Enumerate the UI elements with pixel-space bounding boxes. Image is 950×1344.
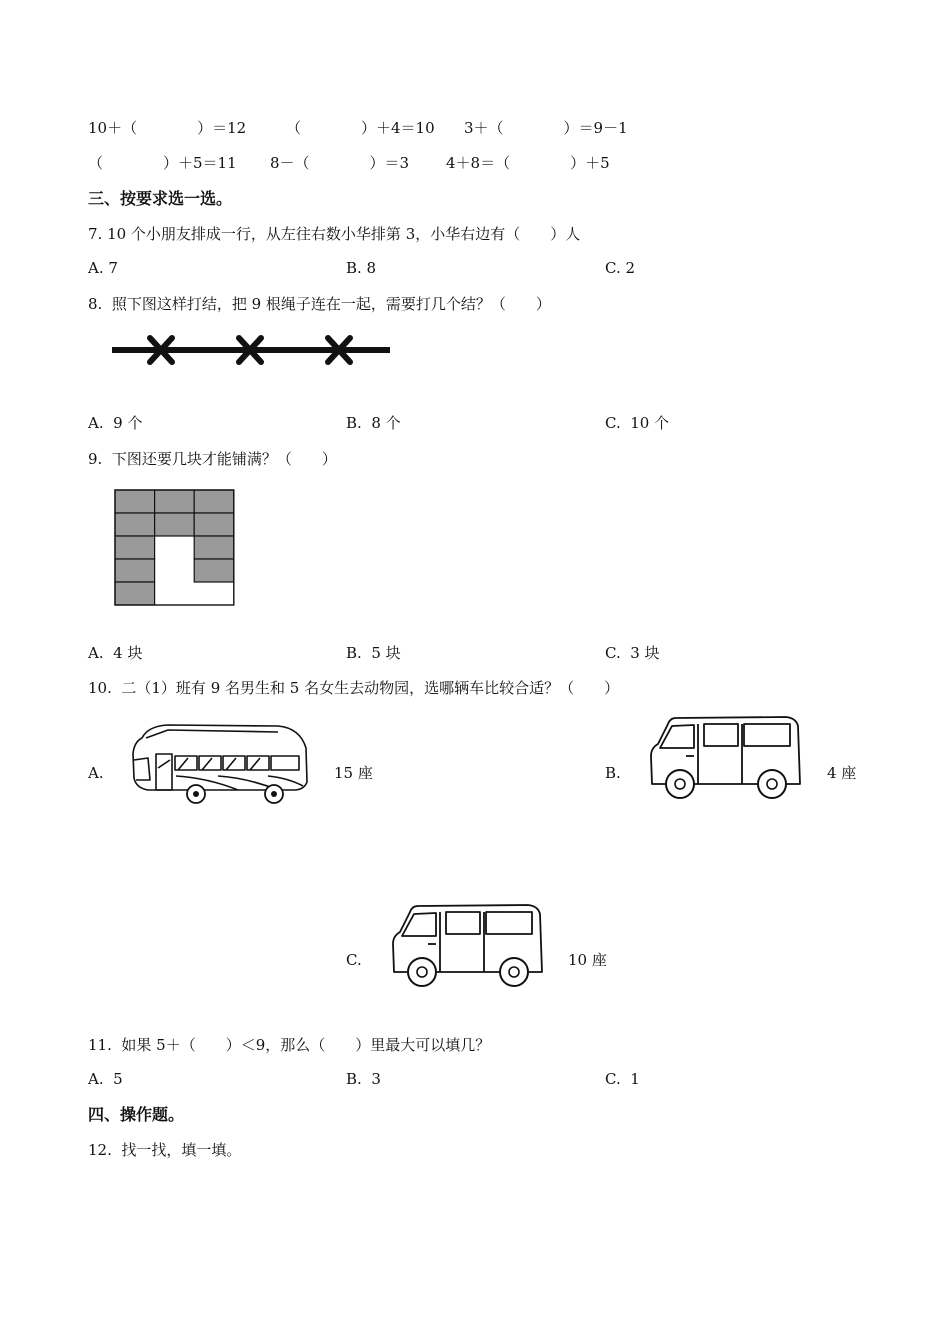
q9-text: 9. 下图还要几块才能铺满？（ ） — [88, 450, 337, 468]
tile — [115, 559, 155, 582]
q10-option-a[interactable]: A. — [88, 764, 104, 782]
tile — [194, 536, 234, 559]
q11-option-b[interactable]: B. 3 — [346, 1070, 381, 1088]
q10-option-c[interactable]: C. — [346, 951, 362, 969]
tile — [155, 513, 195, 536]
q9-option-b[interactable]: B. 5 块 — [346, 644, 401, 662]
fill-expr-1: 10＋（ ）＝12 — [88, 119, 247, 137]
q12-text: 12. 找一找，填一填。 — [88, 1141, 242, 1159]
tile — [115, 513, 155, 536]
q8-text: 8. 照下图这样打结，把 9 根绳子连在一起，需要打几个结？（ ） — [88, 295, 551, 313]
q7-option-a[interactable]: A. 7 — [88, 259, 118, 277]
q7-text: 7. 10 个小朋友排成一行，从左往右数小华排第 3，小华右边有（ ）人 — [88, 225, 581, 243]
fill-expr-5: 8－（ ）＝3 — [270, 154, 410, 172]
fill-expr-4: （ ）＋5＝11 — [88, 154, 237, 172]
tile — [155, 490, 195, 513]
q9-option-c[interactable]: C. 3 块 — [605, 644, 660, 662]
q9-option-a[interactable]: A. 4 块 — [88, 644, 143, 662]
q11-option-a[interactable]: A. 5 — [88, 1070, 123, 1088]
van-seat-count: 4 座 — [827, 764, 857, 782]
tile-grid-figure — [114, 489, 235, 607]
bus-icon — [128, 720, 310, 806]
tile — [115, 582, 155, 605]
q10-text: 10. 二（1）班有 9 名男生和 5 名女生去动物园，选哪辆车比较合适？（ ） — [88, 679, 620, 697]
tile — [115, 536, 155, 559]
van-icon — [646, 712, 804, 804]
bus-seat-count: 15 座 — [334, 764, 373, 782]
tile — [115, 490, 155, 513]
q8-option-c[interactable]: C. 10 个 — [605, 414, 670, 432]
tile — [194, 559, 234, 582]
q7-option-c[interactable]: C. 2 — [605, 259, 636, 277]
fill-expr-2: （ ）＋4＝10 — [286, 119, 435, 137]
minibus-seat-count: 10 座 — [568, 951, 607, 969]
section-4-heading: 四、操作题。 — [88, 1105, 185, 1124]
q10-option-b[interactable]: B. — [605, 764, 621, 782]
fill-expr-3: 3＋（ ）＝9－1 — [464, 119, 628, 137]
fill-expr-6: 4＋8＝（ ）＋5 — [446, 154, 610, 172]
q8-option-a[interactable]: A. 9 个 — [88, 414, 143, 432]
q7-option-b[interactable]: B. 8 — [346, 259, 377, 277]
q11-option-c[interactable]: C. 1 — [605, 1070, 640, 1088]
q11-text: 11. 如果 5＋（ ）＜9，那么（ ）里最大可以填几？ — [88, 1036, 491, 1054]
section-3-heading: 三、按要求选一选。 — [88, 189, 233, 208]
rope-knots-figure — [110, 334, 392, 366]
tile — [194, 513, 234, 536]
minibus-icon — [388, 900, 546, 992]
q8-option-b[interactable]: B. 8 个 — [346, 414, 401, 432]
tile — [194, 490, 234, 513]
